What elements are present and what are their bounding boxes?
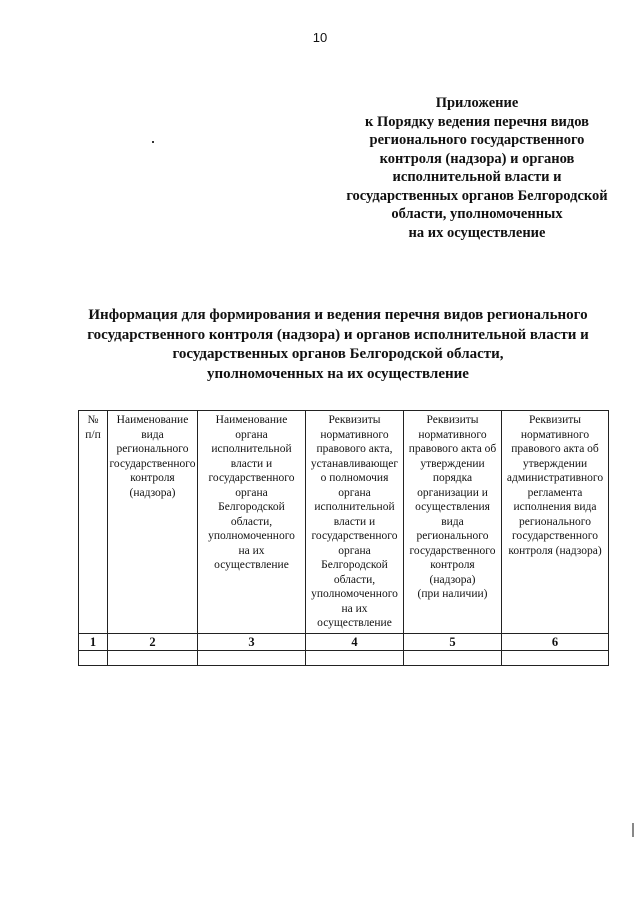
header-line: Реквизиты bbox=[328, 414, 381, 426]
appendix-line: исполнительной власти и bbox=[392, 169, 562, 185]
appendix-header bbox=[318, 94, 636, 242]
header-line: регионального bbox=[416, 530, 489, 542]
header-cell bbox=[79, 411, 108, 634]
header-line: утверждении bbox=[522, 457, 588, 470]
table-cell bbox=[502, 650, 609, 665]
column-number: 6 bbox=[502, 633, 609, 650]
header-line: исполнительной bbox=[211, 443, 292, 455]
header-line: п/п bbox=[85, 428, 101, 441]
appendix-line: на их осуществление bbox=[408, 224, 546, 241]
appendix-line: государственных органов Белгородской bbox=[346, 187, 608, 204]
header-line: власти и bbox=[333, 515, 376, 528]
scan-speck bbox=[632, 823, 634, 837]
column-number-row bbox=[79, 633, 609, 650]
header-line: административного bbox=[506, 472, 604, 484]
header-line: регионального bbox=[519, 515, 591, 528]
header-line: Реквизиты bbox=[529, 414, 581, 426]
header-line: органа bbox=[235, 486, 268, 499]
header-line: правового акта, bbox=[316, 443, 393, 455]
header-line: правового акта об bbox=[511, 443, 599, 455]
header-line: государственного bbox=[512, 530, 598, 542]
header-line: порядка bbox=[432, 472, 473, 484]
title-line: Информация для формирования и ведения перечня видов регионального bbox=[88, 307, 588, 323]
header-line: государственного bbox=[409, 544, 496, 557]
header-line: вида bbox=[141, 428, 164, 441]
empty-data-row bbox=[79, 650, 609, 665]
header-cell bbox=[198, 411, 306, 634]
header-line: органа bbox=[338, 486, 371, 499]
header-line: государственного bbox=[109, 457, 196, 470]
appendix-line: области, уполномоченных bbox=[391, 206, 563, 222]
header-line: (надзора) bbox=[129, 486, 176, 499]
header-line: области, bbox=[230, 515, 273, 528]
header-line: контроля (надзора) bbox=[508, 544, 602, 557]
table-cell bbox=[306, 650, 404, 665]
header-line: Белгородской bbox=[218, 501, 285, 513]
header-line: устанавливающег bbox=[310, 457, 399, 470]
header-line: исполнения вида bbox=[513, 501, 597, 513]
header-line: правового акта об bbox=[408, 443, 497, 455]
header-line: Наименование bbox=[215, 414, 288, 426]
header-line: о полномочия bbox=[320, 472, 389, 484]
page-number: 10 bbox=[312, 30, 328, 45]
scan-speck bbox=[152, 141, 154, 143]
appendix-line: контроля (надзора) и органов bbox=[379, 150, 575, 167]
header-cell bbox=[502, 411, 609, 634]
header-cell bbox=[306, 411, 404, 634]
table-cell bbox=[79, 650, 108, 665]
column-number: 5 bbox=[404, 633, 502, 650]
header-line: государственного bbox=[311, 530, 398, 542]
title-line: уполномоченных на их осуществление bbox=[207, 365, 469, 382]
table-cell bbox=[108, 650, 198, 665]
appendix-line: Приложение bbox=[435, 95, 519, 111]
header-line: регионального bbox=[116, 443, 189, 455]
header-line: исполнительной bbox=[314, 501, 395, 513]
header-line: осуществление bbox=[317, 617, 392, 629]
header-line: государственного bbox=[208, 472, 295, 484]
header-line: уполномоченного bbox=[311, 588, 398, 600]
table-cell bbox=[404, 650, 502, 665]
header-line: уполномоченного bbox=[208, 530, 295, 542]
header-line: № bbox=[87, 414, 99, 426]
header-line: Наименование bbox=[116, 414, 189, 426]
header-line: (надзора) bbox=[429, 573, 476, 586]
header-line: контроля bbox=[130, 472, 175, 484]
header-line: организации и bbox=[417, 486, 488, 499]
column-number: 4 bbox=[306, 633, 404, 650]
column-number: 1 bbox=[79, 633, 108, 650]
column-number: 3 bbox=[198, 633, 306, 650]
header-line: области, bbox=[333, 573, 376, 586]
header-line: на их bbox=[238, 544, 265, 557]
title-line: государственного контроля (надзора) и органов исполнительной власти и bbox=[87, 326, 589, 343]
table-cell bbox=[198, 650, 306, 665]
header-line: осуществления bbox=[415, 501, 490, 513]
header-line: на их bbox=[341, 602, 368, 615]
header-line: нормативного bbox=[418, 428, 487, 441]
header-line: нормативного bbox=[320, 428, 389, 441]
header-line: органа bbox=[338, 544, 371, 557]
header-cell bbox=[404, 411, 502, 634]
header-line: регламента bbox=[527, 486, 583, 499]
column-number: 2 bbox=[108, 633, 198, 650]
header-line: вида bbox=[441, 515, 464, 528]
header-line: нормативного bbox=[520, 428, 590, 441]
header-line: власти и bbox=[230, 457, 273, 470]
header-line: органа bbox=[235, 428, 268, 441]
header-line: Белгородской bbox=[321, 559, 388, 571]
appendix-line: к Порядку ведения перечня видов bbox=[365, 113, 589, 130]
header-line: (при наличии) bbox=[417, 588, 488, 600]
header-line: Реквизиты bbox=[426, 414, 479, 426]
header-cell bbox=[108, 411, 198, 634]
info-table bbox=[78, 410, 609, 666]
header-line: осуществление bbox=[214, 559, 289, 571]
title-line: государственных органов Белгородской области, bbox=[172, 346, 504, 362]
header-line: утверждении bbox=[420, 457, 485, 470]
table-header-row bbox=[79, 411, 609, 634]
document-title bbox=[60, 306, 616, 384]
header-line: контроля bbox=[430, 559, 475, 571]
appendix-line: регионального государственного bbox=[369, 132, 585, 148]
